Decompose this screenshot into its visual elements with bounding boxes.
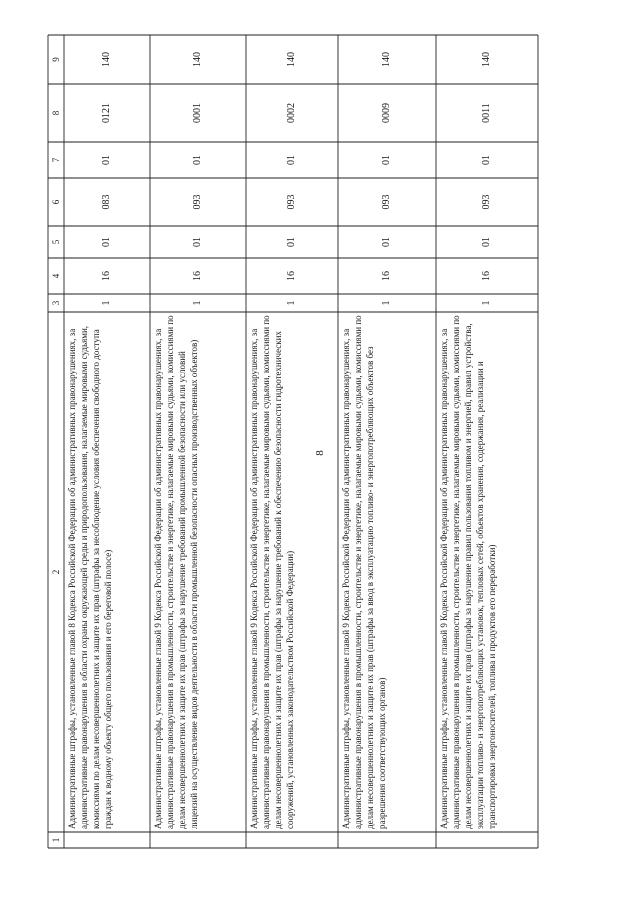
column-header-4-cell: [48, 258, 64, 294]
row-3-col-5: 01: [286, 237, 297, 247]
row-1-col-9: 140: [101, 52, 112, 67]
row-2-col-6: 093: [192, 194, 203, 210]
row-4-col-5-cell: [338, 226, 436, 258]
row-2-description-cell: [150, 312, 246, 832]
column-header-3-cell: [48, 294, 64, 312]
row-2-col-5: 01: [192, 237, 203, 247]
row-1-col-9-cell: [64, 35, 150, 84]
row-3-col-4-cell: [246, 258, 338, 294]
row-3-col-8-cell: [246, 84, 338, 142]
column-header-7-cell: [48, 142, 64, 178]
row-3-col-6: 093: [286, 194, 297, 210]
column-header-3: 3: [51, 300, 61, 306]
row-5-col-3: 1: [481, 300, 492, 306]
row-5-col-7: 01: [481, 155, 492, 165]
row-5-col-4: 16: [481, 271, 492, 281]
column-header-6-cell: [48, 178, 64, 226]
row-4-col-3: 1: [381, 300, 392, 306]
row-5-col-6: 093: [481, 194, 492, 210]
row-1-col-6: 083: [101, 194, 112, 210]
row-4-col-6-cell: [338, 178, 436, 226]
row-2-col-5-cell: [150, 226, 246, 258]
row-4-description-cell: [338, 312, 436, 832]
row-1-col-8: 0121: [101, 103, 112, 123]
row-4-col-9-cell: [338, 35, 436, 84]
column-header-7: 7: [51, 157, 61, 163]
row-3-col-5-cell: [246, 226, 338, 258]
column-header-2: 2: [51, 569, 61, 575]
row-4-col-8-cell: [338, 84, 436, 142]
row-5-col-7-cell: [436, 142, 538, 178]
row-5-col-8-cell: [436, 84, 538, 142]
row-3-col-4: 16: [286, 271, 297, 281]
row-1-col-7: 01: [101, 155, 112, 165]
row-1-col-8-cell: [64, 84, 150, 142]
row-2-col-8: 0001: [192, 103, 203, 123]
row-1-col-6-cell: [64, 178, 150, 226]
row-1-description-cell: [64, 312, 150, 832]
row-3-col-8: 0002: [286, 103, 297, 123]
row-4-col-4: 16: [381, 271, 392, 281]
column-header-9: 9: [51, 57, 61, 62]
row-3-description-cell: [246, 312, 338, 832]
row-5-col-5: 01: [481, 237, 492, 247]
row-4-col-7: 01: [381, 155, 392, 165]
column-header-9-cell: [48, 35, 64, 84]
row-1-col-4: 16: [101, 271, 112, 281]
row-5-col-5-cell: [436, 226, 538, 258]
column-header-1-cell: [48, 832, 64, 848]
row-3-col-3-cell: [246, 294, 338, 312]
column-header-5: 5: [51, 239, 61, 245]
row-3-col-7: 01: [286, 155, 297, 165]
column-header-2-cell: [48, 312, 64, 832]
row-5-description-cell: [436, 312, 538, 832]
row-4-col-6: 093: [381, 194, 392, 210]
row-4-col-3-cell: [338, 294, 436, 312]
row-2-col-6-cell: [150, 178, 246, 226]
row-4-col-7-cell: [338, 142, 436, 178]
row-5-description: Административные штрафы, установленные главой 9 Кодекса Российской Федерации об административных правонарушениях, за административные правонарушения в промышленности, строительстве и энергетике, налагаемые мировыми судьями, комиссиями по делам несовершеннолетних и защите их прав (штрафы за нарушение правил пользования топливом и энергией, правил устройства, эксплуатации топливо- и энергопотребляющих установок, тепловых сетей, объектов хранения, содержания, реализации и транспортировки энергоносителей, топлива и продуктов его переработки): [439, 315, 497, 829]
row-3-col-3: 1: [286, 300, 297, 306]
row-5-col-9: 140: [481, 52, 492, 67]
row-1-description: Административные штрафы, установленные главой 8 Кодекса Российской Федерации об административных правонарушениях, за административные правонарушения в области охраны окружающей среды и природопользования, налагаемые мировыми судьями, комиссиями по делам несовершеннолетних и защите их прав (штрафы за несоблюдение условия обеспечения свободного доступа граждан к водному объекту общего пользования и его береговой полосе): [67, 325, 113, 829]
row-3-col-7-cell: [246, 142, 338, 178]
row-3-description: Административные штрафы, установленные главой 9 Кодекса Российской Федерации об административных правонарушениях, за административные правонарушения в промышленности, строительстве и энергетике, налагаемые мировыми судьями, комиссиями по делам несовершеннолетних и защите их прав (штрафы за нарушение требований к обеспечению безопасности гидротехнических сооружений, установленных законодательством Российской Федерации): [249, 315, 295, 829]
column-header-5-cell: [48, 226, 64, 258]
row-5-col-4-cell: [436, 258, 538, 294]
row-1-col-5: 01: [101, 237, 112, 247]
row-5-col-6-cell: [436, 178, 538, 226]
row-5-col-9-cell: [436, 35, 538, 84]
row-1-col-5-cell: [64, 226, 150, 258]
row-1-col-4-cell: [64, 258, 150, 294]
row-5-col-3-cell: [436, 294, 538, 312]
row-2-col-4: 16: [192, 271, 203, 281]
column-header-4: 4: [51, 273, 61, 279]
row-2-col-8-cell: [150, 84, 246, 142]
row-4-col-4-cell: [338, 258, 436, 294]
row-2-col-9-cell: [150, 35, 246, 84]
row-5-col-8: 0011: [481, 103, 492, 123]
row-1-col-7-cell: [64, 142, 150, 178]
row-1-col-3: 1: [101, 300, 112, 306]
row-2-col-3-cell: [150, 294, 246, 312]
column-header-6: 6: [51, 199, 61, 205]
page-number: 8: [314, 450, 326, 456]
row-2-description: Административные штрафы, установленные главой 9 Кодекса Российской Федерации об административных правонарушениях, за административные правонарушения в промышленности, строительстве и энергетике, налагаемые мировыми судьями, комиссиями по делам несовершеннолетних и защите их прав (штрафы за нарушение требований промышленной безопасности или условий лицензий на осуществление видов деятельности в области промышленной безопасности опасных производственных объектов): [153, 315, 199, 829]
row-2-col-7: 01: [192, 155, 203, 165]
row-2-col-3: 1: [192, 300, 203, 306]
row-4-description: Административные штрафы, установленные главой 9 Кодекса Российской Федерации об административных правонарушениях, за административные правонарушения в промышленности, строительстве и энергетике, налагаемые мировыми судьями, комиссиями по делам несовершеннолетних и защите их прав (штрафы за ввод в эксплуатацию топливо- и энергопотребляющих объектов без разрешения соответствующих органов): [341, 315, 387, 829]
row-4-col-5: 01: [381, 237, 392, 247]
column-header-8: 8: [51, 110, 61, 116]
row-1-col-3-cell: [64, 294, 150, 312]
column-header-8-cell: [48, 84, 64, 142]
row-3-col-9: 140: [286, 52, 297, 67]
row-4-col-8: 0009: [381, 103, 392, 123]
row-2-col-7-cell: [150, 142, 246, 178]
row-2-col-4-cell: [150, 258, 246, 294]
column-header-1: 1: [51, 837, 61, 843]
row-3-col-6-cell: [246, 178, 338, 226]
row-3-col-9-cell: [246, 35, 338, 84]
row-2-col-9: 140: [192, 52, 203, 67]
row-4-col-9: 140: [381, 52, 392, 67]
